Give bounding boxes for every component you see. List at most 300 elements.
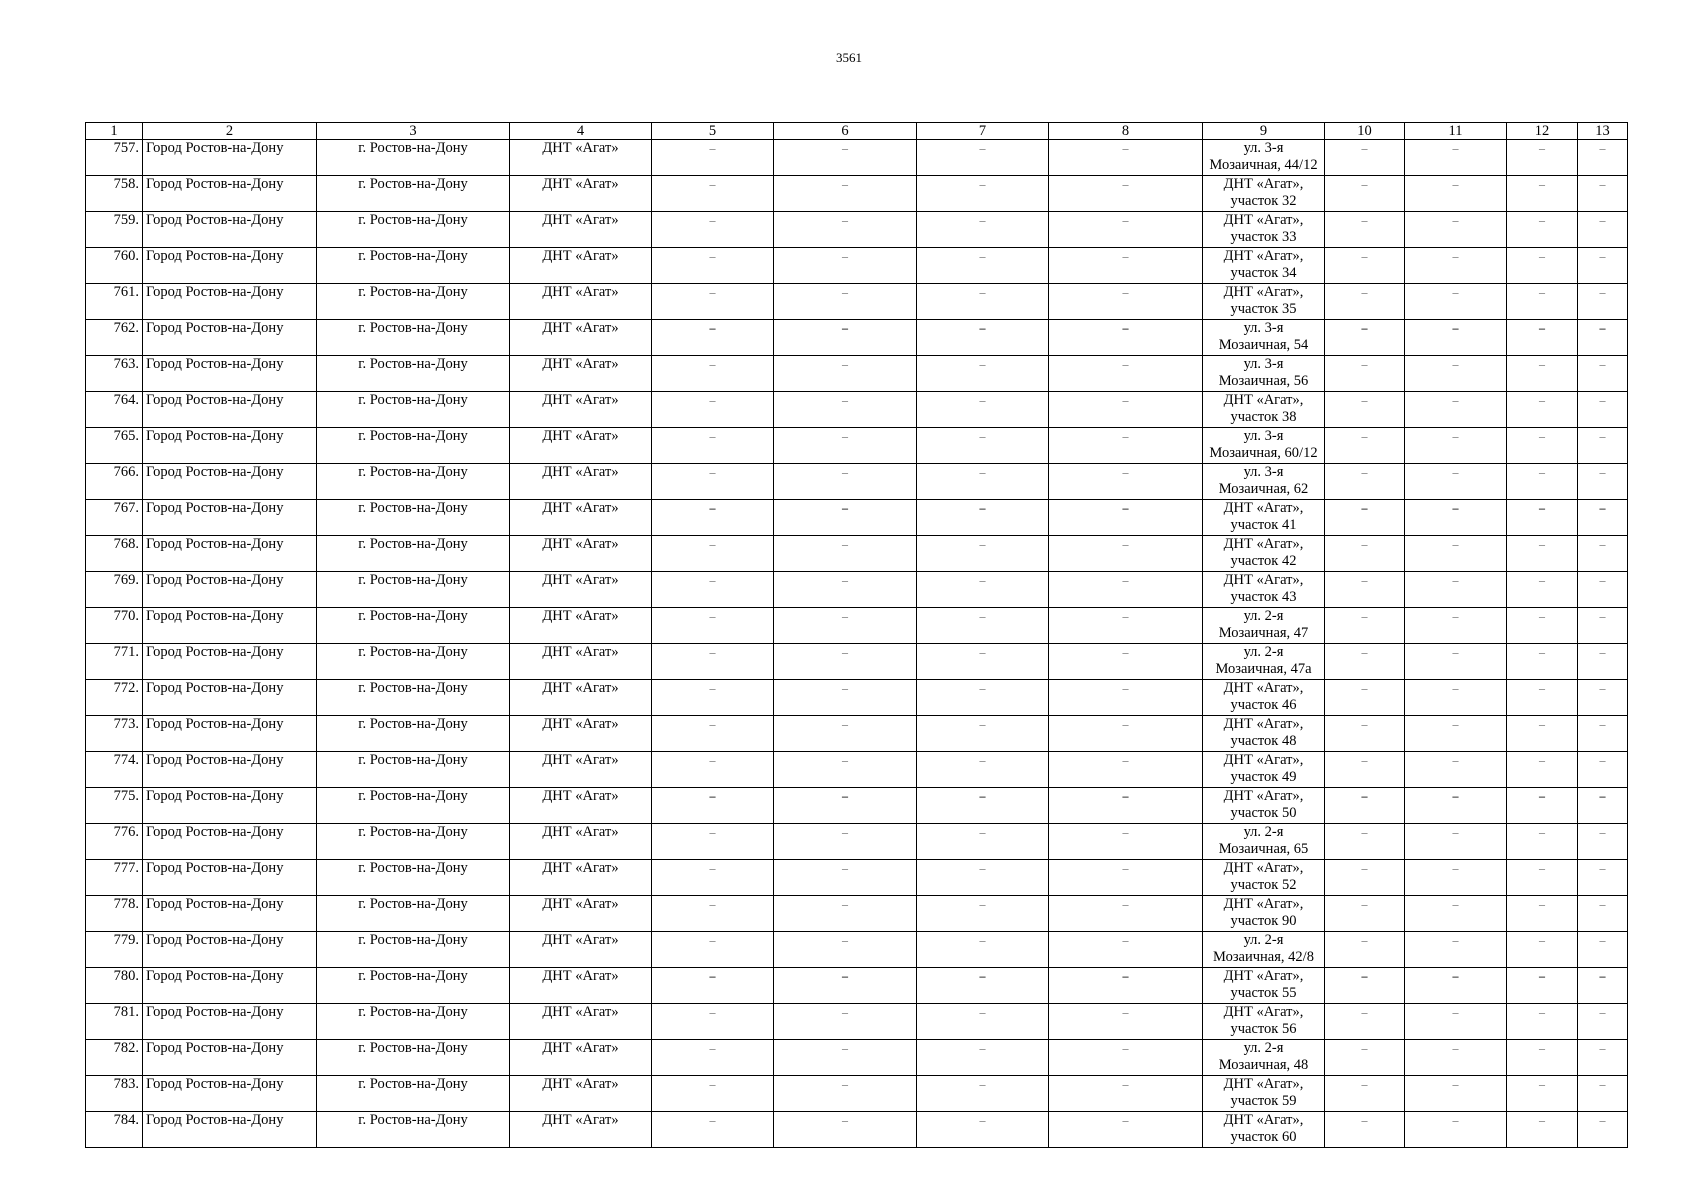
address-cell [1203,464,1325,500]
address-cell [1203,1076,1325,1112]
municipality-cell: Город Ростов-на-Дону [143,1040,317,1076]
empty-value-cell: – [1325,356,1405,392]
column-header: 6 [774,123,917,140]
address-cell [1203,932,1325,968]
table-row [86,680,1628,716]
address-line-2: участок 52 [1230,877,1297,893]
empty-value-cell: – [1578,464,1628,500]
row-number: 769. [86,572,143,608]
row-number: 784. [86,1112,143,1148]
empty-value-cell: – [1507,176,1578,212]
empty-value-cell: – [1507,860,1578,896]
empty-value-cell: – [1507,284,1578,320]
municipality-cell: Город Ростов-на-Дону [143,500,317,536]
address-cell [1203,572,1325,608]
empty-value-cell: – [1507,320,1578,356]
column-header: 13 [1578,123,1628,140]
empty-value-cell: – [1049,752,1203,788]
address-line-1: ДНТ «Агат», [1223,176,1304,192]
territory-cell: ДНТ «Агат» [510,1040,652,1076]
empty-value-cell: – [1578,716,1628,752]
empty-value-cell: – [1325,500,1405,536]
empty-value-cell: – [652,356,774,392]
empty-value-cell: – [774,1040,917,1076]
empty-value-cell: – [917,320,1049,356]
empty-value-cell: – [774,464,917,500]
empty-value-cell: – [1325,968,1405,1004]
address-cell [1203,500,1325,536]
empty-value-cell: – [1049,968,1203,1004]
empty-value-cell: – [1578,572,1628,608]
empty-value-cell: – [917,212,1049,248]
address-line-1: ДНТ «Агат», [1223,248,1304,264]
empty-value-cell: – [1578,644,1628,680]
empty-value-cell: – [1325,176,1405,212]
empty-value-cell: – [1578,752,1628,788]
address-cell [1203,320,1325,356]
address-line-2: участок 59 [1230,1093,1297,1109]
empty-value-cell: – [1405,176,1507,212]
territory-cell: ДНТ «Агат» [510,212,652,248]
row-number: 762. [86,320,143,356]
empty-value-cell: – [1405,752,1507,788]
empty-value-cell: – [1507,212,1578,248]
territory-cell: ДНТ «Агат» [510,932,652,968]
table-row [86,1076,1628,1112]
empty-value-cell: – [652,248,774,284]
territory-cell: ДНТ «Агат» [510,644,652,680]
address-line-1: ул. 3-я [1243,320,1284,336]
empty-value-cell: – [917,644,1049,680]
empty-value-cell: – [1507,716,1578,752]
territory-cell: ДНТ «Агат» [510,248,652,284]
empty-value-cell: – [774,320,917,356]
empty-value-cell: – [774,176,917,212]
empty-value-cell: – [917,392,1049,428]
empty-value-cell: – [1405,500,1507,536]
address-cell [1203,644,1325,680]
address-line-2: участок 50 [1230,805,1297,821]
address-line-2: участок 48 [1230,733,1297,749]
address-line-2: Мозаичная, 65 [1218,841,1309,857]
empty-value-cell: – [774,716,917,752]
empty-value-cell: – [774,392,917,428]
empty-value-cell: – [1578,608,1628,644]
empty-value-cell: – [652,500,774,536]
settlement-cell: г. Ростов-на-Дону [317,392,510,428]
empty-value-cell: – [1325,284,1405,320]
row-number: 770. [86,608,143,644]
row-number: 781. [86,1004,143,1040]
empty-value-cell: – [652,212,774,248]
empty-value-cell: – [1578,932,1628,968]
address-cell [1203,860,1325,896]
empty-value-cell: – [1578,140,1628,176]
table-row [86,824,1628,860]
table-row [86,500,1628,536]
column-header: 11 [1405,123,1507,140]
empty-value-cell: – [652,752,774,788]
empty-value-cell: – [1049,248,1203,284]
address-line-2: Мозаичная, 47а [1215,661,1312,677]
empty-value-cell: – [1578,680,1628,716]
empty-value-cell: – [652,572,774,608]
empty-value-cell: – [1507,500,1578,536]
table-row [86,968,1628,1004]
address-line-2: участок 60 [1230,1129,1297,1145]
address-line-2: участок 34 [1230,265,1297,281]
territory-cell: ДНТ «Агат» [510,752,652,788]
row-number: 771. [86,644,143,680]
empty-value-cell: – [774,608,917,644]
empty-value-cell: – [1578,356,1628,392]
empty-value-cell: – [917,968,1049,1004]
settlement-cell: г. Ростов-на-Дону [317,896,510,932]
empty-value-cell: – [917,716,1049,752]
address-line-1: ул. 2-я [1243,608,1284,624]
address-cell [1203,284,1325,320]
empty-value-cell: – [652,896,774,932]
table-row [86,284,1628,320]
address-line-1: ул. 2-я [1243,644,1284,660]
empty-value-cell: – [1405,536,1507,572]
empty-value-cell: – [917,608,1049,644]
empty-value-cell: – [1405,716,1507,752]
empty-value-cell: – [917,464,1049,500]
empty-value-cell: – [1049,536,1203,572]
table-row [86,176,1628,212]
empty-value-cell: – [774,140,917,176]
municipality-cell: Город Ростов-на-Дону [143,608,317,644]
settlement-cell: г. Ростов-на-Дону [317,788,510,824]
address-line-2: участок 33 [1230,229,1297,245]
row-number: 759. [86,212,143,248]
address-line-1: ДНТ «Агат», [1223,392,1304,408]
address-line-2: участок 35 [1230,301,1297,317]
registry-table [85,122,1628,1148]
territory-cell: ДНТ «Агат» [510,1004,652,1040]
empty-value-cell: – [1325,860,1405,896]
address-line-2: участок 90 [1230,913,1297,929]
empty-value-cell: – [1578,1040,1628,1076]
empty-value-cell: – [774,356,917,392]
empty-value-cell: – [652,968,774,1004]
territory-cell: ДНТ «Агат» [510,680,652,716]
territory-cell: ДНТ «Агат» [510,320,652,356]
address-line-2: Мозаичная, 56 [1218,373,1309,389]
column-header: 5 [652,123,774,140]
address-line-1: ДНТ «Агат», [1223,572,1304,588]
municipality-cell: Город Ростов-на-Дону [143,716,317,752]
empty-value-cell: – [1578,284,1628,320]
empty-value-cell: – [1049,1076,1203,1112]
table-row [86,320,1628,356]
row-number: 782. [86,1040,143,1076]
settlement-cell: г. Ростов-на-Дону [317,284,510,320]
territory-cell: ДНТ «Агат» [510,824,652,860]
address-line-2: Мозаичная, 60/12 [1209,445,1318,461]
empty-value-cell: – [1507,824,1578,860]
empty-value-cell: – [774,572,917,608]
empty-value-cell: – [1049,1040,1203,1076]
empty-value-cell: – [1578,248,1628,284]
empty-value-cell: – [774,1004,917,1040]
address-cell [1203,356,1325,392]
empty-value-cell: – [917,788,1049,824]
row-number: 778. [86,896,143,932]
municipality-cell: Город Ростов-на-Дону [143,176,317,212]
column-header: 4 [510,123,652,140]
empty-value-cell: – [1507,248,1578,284]
empty-value-cell: – [774,212,917,248]
empty-value-cell: – [774,824,917,860]
empty-value-cell: – [1325,464,1405,500]
address-line-2: участок 49 [1230,769,1297,785]
address-line-2: участок 38 [1230,409,1297,425]
settlement-cell: г. Ростов-на-Дону [317,716,510,752]
empty-value-cell: – [1405,428,1507,464]
row-number: 776. [86,824,143,860]
territory-cell: ДНТ «Агат» [510,608,652,644]
empty-value-cell: – [1405,140,1507,176]
address-cell [1203,896,1325,932]
empty-value-cell: – [652,1040,774,1076]
municipality-cell: Город Ростов-на-Дону [143,212,317,248]
address-line-1: ул. 3-я [1243,464,1284,480]
empty-value-cell: – [1405,572,1507,608]
column-header: 1 [86,123,143,140]
empty-value-cell: – [917,284,1049,320]
address-line-2: Мозаичная, 62 [1218,481,1309,497]
empty-value-cell: – [1049,176,1203,212]
municipality-cell: Город Ростов-на-Дону [143,1076,317,1112]
table-row [86,428,1628,464]
empty-value-cell: – [1405,1040,1507,1076]
empty-value-cell: – [1325,1076,1405,1112]
empty-value-cell: – [652,428,774,464]
empty-value-cell: – [1507,536,1578,572]
empty-value-cell: – [1325,320,1405,356]
address-cell [1203,1004,1325,1040]
territory-cell: ДНТ «Агат» [510,896,652,932]
municipality-cell: Город Ростов-на-Дону [143,536,317,572]
empty-value-cell: – [1325,572,1405,608]
territory-cell: ДНТ «Агат» [510,392,652,428]
address-line-1: ул. 2-я [1243,1040,1284,1056]
row-number: 763. [86,356,143,392]
page-number: 3561 [836,50,862,65]
empty-value-cell: – [917,536,1049,572]
empty-value-cell: – [652,932,774,968]
address-line-1: ДНТ «Агат», [1223,500,1304,516]
row-number: 779. [86,932,143,968]
settlement-cell: г. Ростов-на-Дону [317,212,510,248]
empty-value-cell: – [1049,644,1203,680]
empty-value-cell: – [652,716,774,752]
empty-value-cell: – [774,428,917,464]
empty-value-cell: – [917,500,1049,536]
empty-value-cell: – [1325,140,1405,176]
address-cell [1203,140,1325,176]
empty-value-cell: – [1507,608,1578,644]
settlement-cell: г. Ростов-на-Дону [317,248,510,284]
empty-value-cell: – [1049,788,1203,824]
empty-value-cell: – [1507,896,1578,932]
empty-value-cell: – [774,536,917,572]
settlement-cell: г. Ростов-на-Дону [317,428,510,464]
empty-value-cell: – [652,1004,774,1040]
table-row [86,716,1628,752]
empty-value-cell: – [652,464,774,500]
municipality-cell: Город Ростов-на-Дону [143,824,317,860]
table-row [86,1112,1628,1148]
empty-value-cell: – [774,248,917,284]
empty-value-cell: – [1325,644,1405,680]
empty-value-cell: – [774,860,917,896]
row-number: 758. [86,176,143,212]
empty-value-cell: – [1325,608,1405,644]
address-line-1: ДНТ «Агат», [1223,536,1304,552]
address-line-1: ДНТ «Агат», [1223,788,1304,804]
address-cell [1203,392,1325,428]
empty-value-cell: – [1578,1076,1628,1112]
settlement-cell: г. Ростов-на-Дону [317,932,510,968]
territory-cell: ДНТ «Агат» [510,860,652,896]
empty-value-cell: – [1507,1004,1578,1040]
empty-value-cell: – [652,320,774,356]
empty-value-cell: – [1405,212,1507,248]
empty-value-cell: – [1507,1040,1578,1076]
empty-value-cell: – [1049,140,1203,176]
address-line-2: участок 43 [1230,589,1297,605]
empty-value-cell: – [917,932,1049,968]
empty-value-cell: – [1049,896,1203,932]
address-line-1: ДНТ «Агат», [1223,212,1304,228]
column-header: 2 [143,123,317,140]
empty-value-cell: – [1049,392,1203,428]
empty-value-cell: – [917,860,1049,896]
row-number: 765. [86,428,143,464]
empty-value-cell: – [917,752,1049,788]
address-line-1: ДНТ «Агат», [1223,680,1304,696]
settlement-cell: г. Ростов-на-Дону [317,608,510,644]
settlement-cell: г. Ростов-на-Дону [317,752,510,788]
municipality-cell: Город Ростов-на-Дону [143,788,317,824]
address-line-1: ДНТ «Агат», [1223,716,1304,732]
territory-cell: ДНТ «Агат» [510,428,652,464]
row-number: 766. [86,464,143,500]
empty-value-cell: – [1578,500,1628,536]
empty-value-cell: – [1578,320,1628,356]
row-number: 774. [86,752,143,788]
empty-value-cell: – [1325,1112,1405,1148]
column-header: 8 [1049,123,1203,140]
empty-value-cell: – [1325,788,1405,824]
territory-cell: ДНТ «Агат» [510,788,652,824]
address-cell [1203,176,1325,212]
table-row [86,140,1628,176]
empty-value-cell: – [1405,860,1507,896]
table-row [86,896,1628,932]
address-line-2: участок 56 [1230,1021,1297,1037]
empty-value-cell: – [774,752,917,788]
empty-value-cell: – [1405,608,1507,644]
address-cell [1203,248,1325,284]
settlement-cell: г. Ростов-на-Дону [317,500,510,536]
empty-value-cell: – [1507,752,1578,788]
territory-cell: ДНТ «Агат» [510,176,652,212]
empty-value-cell: – [1507,356,1578,392]
empty-value-cell: – [652,284,774,320]
table-row [86,212,1628,248]
municipality-cell: Город Ростов-на-Дону [143,356,317,392]
empty-value-cell: – [1049,608,1203,644]
empty-value-cell: – [652,860,774,896]
empty-value-cell: – [774,500,917,536]
empty-value-cell: – [1325,1040,1405,1076]
empty-value-cell: – [1507,1112,1578,1148]
settlement-cell: г. Ростов-на-Дону [317,824,510,860]
table-row [86,932,1628,968]
empty-value-cell: – [1325,212,1405,248]
address-line-1: ул. 3-я [1243,428,1284,444]
table-row [86,248,1628,284]
empty-value-cell: – [1578,536,1628,572]
address-line-1: ДНТ «Агат», [1223,896,1304,912]
row-number: 780. [86,968,143,1004]
table-row [86,536,1628,572]
empty-value-cell: – [1049,500,1203,536]
empty-value-cell: – [652,140,774,176]
empty-value-cell: – [1405,284,1507,320]
empty-value-cell: – [1507,140,1578,176]
empty-value-cell: – [1049,428,1203,464]
territory-cell: ДНТ «Агат» [510,572,652,608]
municipality-cell: Город Ростов-на-Дону [143,248,317,284]
empty-value-cell: – [774,896,917,932]
municipality-cell: Город Ростов-на-Дону [143,284,317,320]
empty-value-cell: – [774,644,917,680]
column-header: 3 [317,123,510,140]
address-line-2: участок 41 [1230,517,1297,533]
empty-value-cell: – [1049,464,1203,500]
empty-value-cell: – [1578,896,1628,932]
header-row [86,123,1628,140]
address-cell [1203,428,1325,464]
empty-value-cell: – [1405,392,1507,428]
address-cell [1203,212,1325,248]
column-header: 10 [1325,123,1405,140]
address-cell [1203,716,1325,752]
empty-value-cell: – [1405,320,1507,356]
empty-value-cell: – [1325,932,1405,968]
municipality-cell: Город Ростов-на-Дону [143,392,317,428]
empty-value-cell: – [1507,392,1578,428]
empty-value-cell: – [774,932,917,968]
table-row [86,788,1628,824]
settlement-cell: г. Ростов-на-Дону [317,1004,510,1040]
municipality-cell: Город Ростов-на-Дону [143,644,317,680]
municipality-cell: Город Ростов-на-Дону [143,320,317,356]
empty-value-cell: – [917,572,1049,608]
address-cell [1203,968,1325,1004]
address-cell [1203,680,1325,716]
settlement-cell: г. Ростов-на-Дону [317,1076,510,1112]
municipality-cell: Город Ростов-на-Дону [143,1112,317,1148]
address-cell [1203,824,1325,860]
empty-value-cell: – [1507,680,1578,716]
table-row [86,392,1628,428]
